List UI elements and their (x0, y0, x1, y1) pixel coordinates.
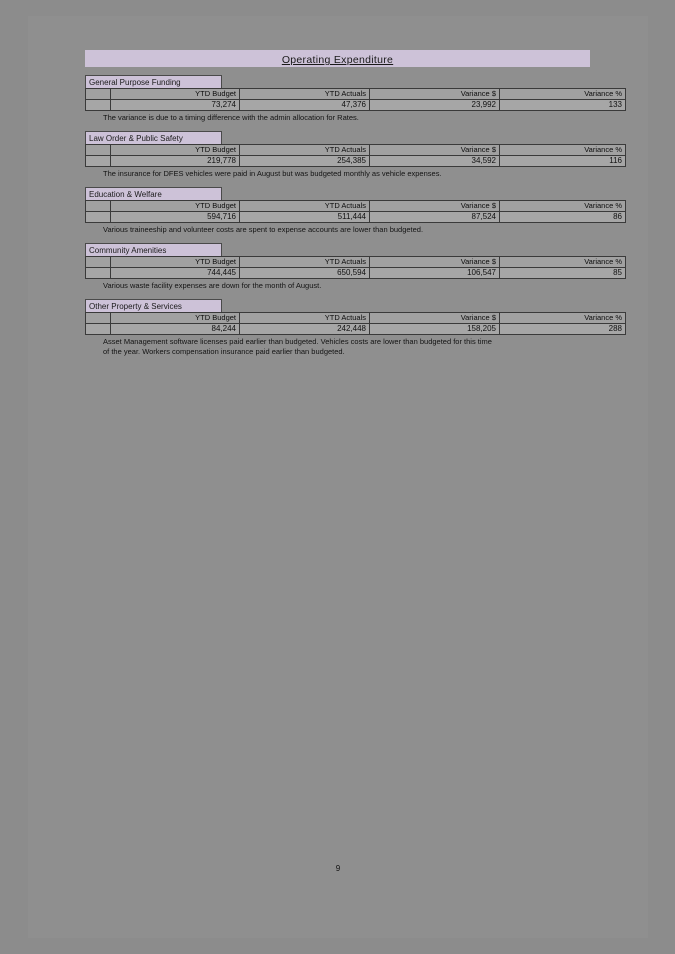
section-heading: General Purpose Funding (85, 75, 222, 88)
column-header-variance-dollar: Variance $ (370, 201, 500, 212)
note-line: The insurance for DFES vehicles were paid in August but was budgeted monthly as vehicle expenses. (103, 169, 442, 178)
section-note (85, 337, 590, 357)
cell-variance-dollar: 34,592 (370, 156, 500, 167)
cell-variance-percent: 116 (500, 156, 626, 167)
cell-variance-dollar: 23,992 (370, 100, 500, 111)
page-title: Operating Expenditure (281, 54, 394, 66)
cell-ytd-actuals: 254,385 (240, 156, 370, 167)
cell-variance-percent: 288 (500, 324, 626, 335)
section-law-order-public-safety (85, 131, 622, 179)
cell-ytd-actuals: 650,594 (240, 268, 370, 279)
column-header-variance-dollar: Variance $ (370, 313, 500, 324)
column-header-ytd-actuals: YTD Actuals (240, 201, 370, 212)
table-row (86, 156, 626, 167)
title-left-block (85, 50, 222, 67)
cell-variance-percent: 133 (500, 100, 626, 111)
spacer-cell (86, 201, 111, 212)
table-row (86, 212, 626, 223)
column-header-ytd-budget: YTD Budget (111, 257, 240, 268)
cell-ytd-actuals: 47,376 (240, 100, 370, 111)
spacer-cell (86, 313, 111, 324)
section-heading: Education & Welfare (85, 187, 222, 200)
column-header-variance-percent: Variance % (500, 89, 626, 100)
financial-table (85, 144, 626, 167)
spacer-cell (86, 324, 111, 335)
table-header-row (86, 89, 626, 100)
cell-ytd-actuals: 511,444 (240, 212, 370, 223)
financial-table (85, 200, 626, 223)
spacer-cell (86, 212, 111, 223)
table-header-row (86, 313, 626, 324)
section-note (85, 281, 590, 291)
spacer-cell (86, 89, 111, 100)
section-note (85, 113, 590, 123)
column-header-ytd-budget: YTD Budget (111, 313, 240, 324)
table-header-row (86, 257, 626, 268)
cell-ytd-budget: 84,244 (111, 324, 240, 335)
cell-variance-percent: 86 (500, 212, 626, 223)
column-header-ytd-actuals: YTD Actuals (240, 313, 370, 324)
section-other-property-services (85, 299, 622, 357)
document-page (28, 16, 648, 938)
cell-ytd-actuals: 242,448 (240, 324, 370, 335)
section-education-welfare (85, 187, 622, 235)
table-row (86, 100, 626, 111)
spacer-cell (86, 145, 111, 156)
cell-variance-dollar: 106,547 (370, 268, 500, 279)
note-line: Various traineeship and volunteer costs are spent to expense accounts are lower than budgeted. (103, 225, 424, 234)
spacer-cell (86, 156, 111, 167)
column-header-variance-percent: Variance % (500, 145, 626, 156)
report-body (85, 50, 622, 357)
report-title-bar (85, 50, 590, 67)
table-row (86, 268, 626, 279)
table-row (86, 324, 626, 335)
page-number: 9 (335, 864, 341, 873)
table-header-row (86, 201, 626, 212)
note-line: of the year. Workers compensation insurance paid earlier than budgeted. (103, 347, 345, 356)
note-line: Various waste facility expenses are down for the month of August. (103, 281, 322, 290)
column-header-ytd-budget: YTD Budget (111, 89, 240, 100)
financial-table (85, 88, 626, 111)
section-community-amenities (85, 243, 622, 291)
cell-ytd-budget: 744,445 (111, 268, 240, 279)
spacer-cell (86, 257, 111, 268)
cell-ytd-budget: 73,274 (111, 100, 240, 111)
note-line: Asset Management software licenses paid earlier than budgeted. Vehicles costs are lower than budgeted for this time (103, 337, 492, 346)
financial-table (85, 312, 626, 335)
column-header-variance-percent: Variance % (500, 313, 626, 324)
column-header-variance-percent: Variance % (500, 201, 626, 212)
spacer-cell (86, 268, 111, 279)
column-header-ytd-actuals: YTD Actuals (240, 89, 370, 100)
column-header-ytd-actuals: YTD Actuals (240, 145, 370, 156)
column-header-variance-dollar: Variance $ (370, 89, 500, 100)
cell-variance-percent: 85 (500, 268, 626, 279)
cell-variance-dollar: 87,524 (370, 212, 500, 223)
column-header-ytd-budget: YTD Budget (111, 145, 240, 156)
section-heading: Other Property & Services (85, 299, 222, 312)
column-header-ytd-budget: YTD Budget (111, 201, 240, 212)
column-header-variance-dollar: Variance $ (370, 145, 500, 156)
cell-ytd-budget: 594,716 (111, 212, 240, 223)
section-note (85, 169, 590, 179)
cell-variance-dollar: 158,205 (370, 324, 500, 335)
section-heading: Law Order & Public Safety (85, 131, 222, 144)
financial-table (85, 256, 626, 279)
column-header-variance-percent: Variance % (500, 257, 626, 268)
section-heading: Community Amenities (85, 243, 222, 256)
column-header-variance-dollar: Variance $ (370, 257, 500, 268)
spacer-cell (86, 100, 111, 111)
cell-ytd-budget: 219,778 (111, 156, 240, 167)
table-header-row (86, 145, 626, 156)
column-header-ytd-actuals: YTD Actuals (240, 257, 370, 268)
section-general-purpose-funding (85, 75, 622, 123)
note-line: The variance is due to a timing difference with the admin allocation for Rates. (103, 113, 359, 122)
section-note (85, 225, 590, 235)
